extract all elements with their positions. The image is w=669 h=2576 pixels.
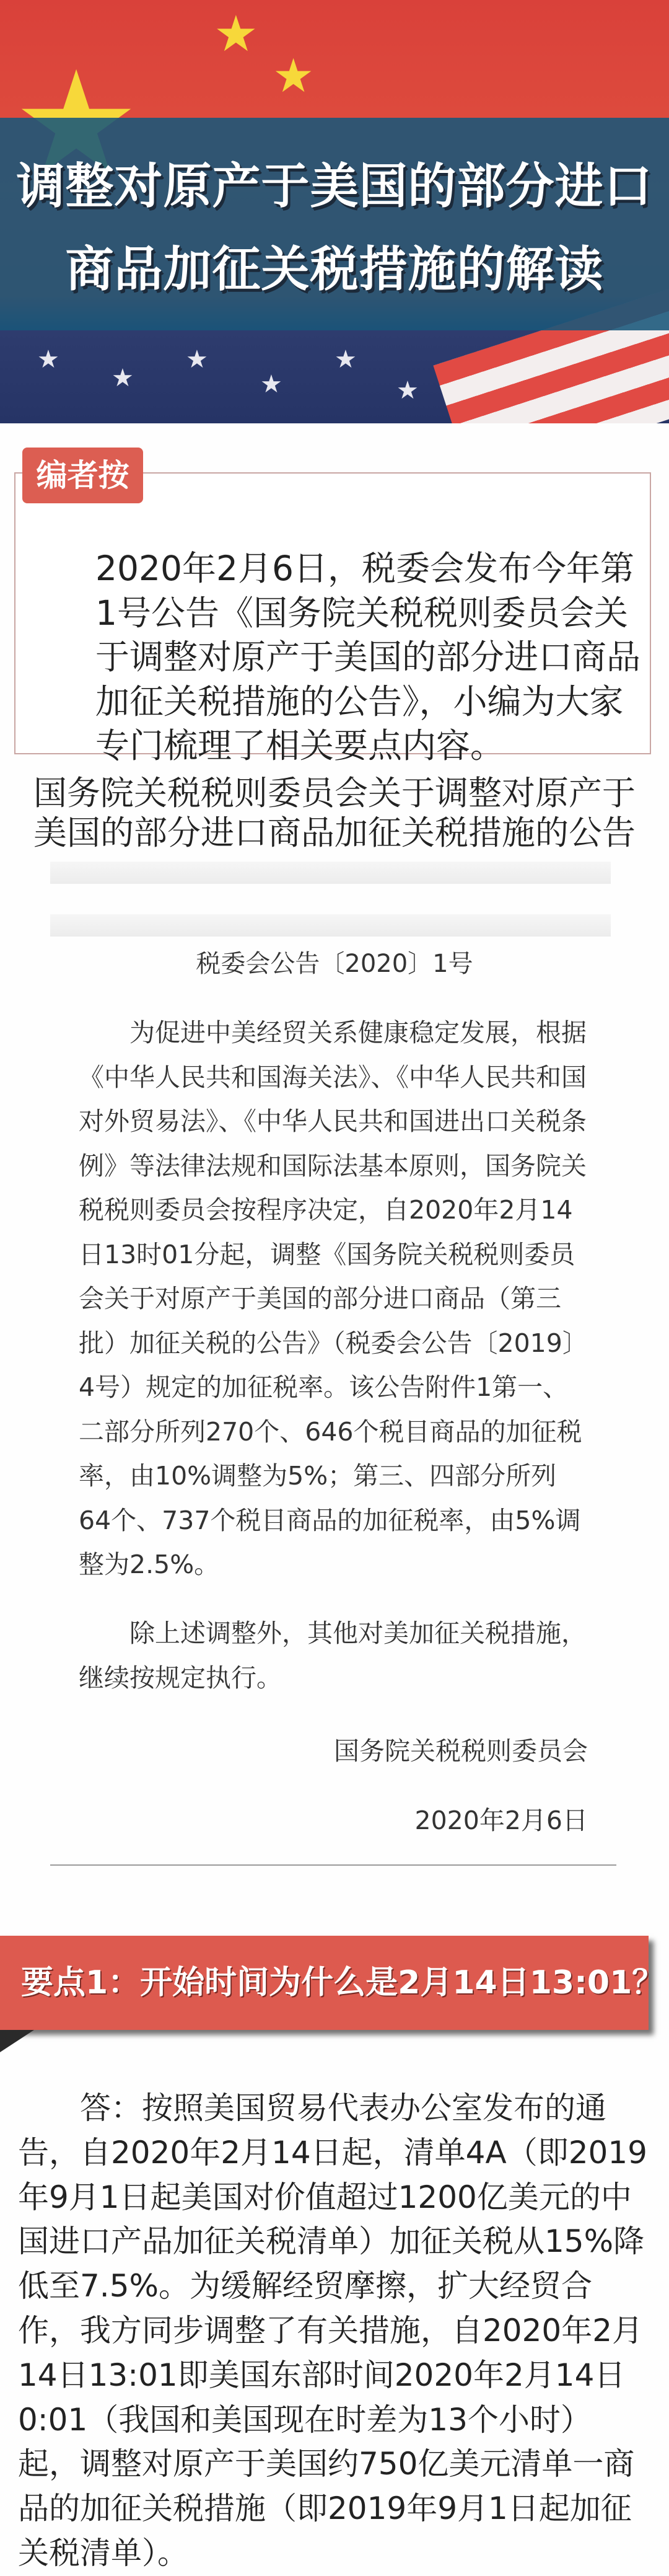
divider-bar <box>50 914 611 937</box>
point1-title: 要点1：开始时间为什么是2月14日13:01？ <box>21 1964 665 2001</box>
flag-star-icon: ★ <box>396 376 419 405</box>
editor-note-text <box>26 547 642 769</box>
divider-bar <box>50 862 611 884</box>
hero-title-line2: 商品加征关税措施的解读 <box>65 242 604 298</box>
flag-star-icon: ★ <box>273 48 315 103</box>
point1-answer <box>18 2086 651 2576</box>
announcement-heading: 国务院关税税则委员会关于调整对原产于美国的部分进口商品加征关税措施的公告 <box>33 774 636 852</box>
editor-note-badge: 编者按 <box>22 448 143 503</box>
flag-star-icon: ★ <box>260 370 282 399</box>
hero-title-line1: 调整对原产于美国的部分进口 <box>16 159 653 214</box>
banner-fold <box>0 2030 34 2052</box>
announcement-body <box>79 1011 588 1587</box>
divider-line <box>50 1864 616 1866</box>
flag-star-icon: ★ <box>37 345 59 374</box>
announcement-date: 2020年2月6日 <box>414 1806 588 1835</box>
signature: 国务院关税税则委员会 <box>334 1736 588 1766</box>
announcement-paragraph-2: 除上述调整外，其他对美加征关税措施，继续按规定执行。 <box>79 1618 587 1693</box>
flag-star-icon: ★ <box>186 345 208 374</box>
flag-star-icon: ★ <box>334 345 357 374</box>
hero-banner-image <box>0 0 669 423</box>
announcement-paragraph-1: 为促进中美经贸关系健康稳定发展，根据《中华人民共和国海关法》、《中华人民共和国对外贸易法》、《中华人民共和国进出口关税条例》等法律法规和国际法基本原则，国务院关税税则委员会按程序决定，自2020年2月14日13时01分起，调整《国务院关税税则委员会关于对原产于美国的部分进口商品（第三批）加征关税的公告》（税委会公告〔2019〕4号）规定的加征税率。该公告附件1第一、二部分所列270个、646个税目商品的加征税率，由10%调整为5%；第三、四部分所列64个、737个税目商品的加征税率，由5%调整为2.5%。 <box>79 1018 588 1579</box>
editor-note-paragraph: 2020年2月6日，税委会发布今年第1号公告《国务院关税税则委员会关于调整对原产于美国的部分进口商品加征关税措施的公告》，小编为大家专门梳理了相关要点内容。 <box>95 549 641 765</box>
flag-star-icon: ★ <box>112 364 134 392</box>
announcement-body-2 <box>79 1612 588 1700</box>
doc-number: 税委会公告〔2020〕1号 <box>196 950 473 978</box>
flag-star-icon: ★ <box>214 5 258 63</box>
point1-banner <box>0 1936 665 2030</box>
point1-answer-text: 答：按照美国贸易代表办公室发布的通告，自2020年2月14日起，清单4A（即2019年9月1日起美国对价值超过1200亿美元的中国进口产品加征关税清单）加征关税从15%降低至7.5%。为缓解经贸摩擦，扩大经贸合作，我方同步调整了有关措施，自2020年2月14日13:01即美国东部时间2020年2月14日0:01（我国和美国现在时差为13个小时）起，调整对原产于美国约750亿美元清单一商品的加征关税措施（即2019年9月1日起加征关税清单）。 <box>18 2090 647 2571</box>
